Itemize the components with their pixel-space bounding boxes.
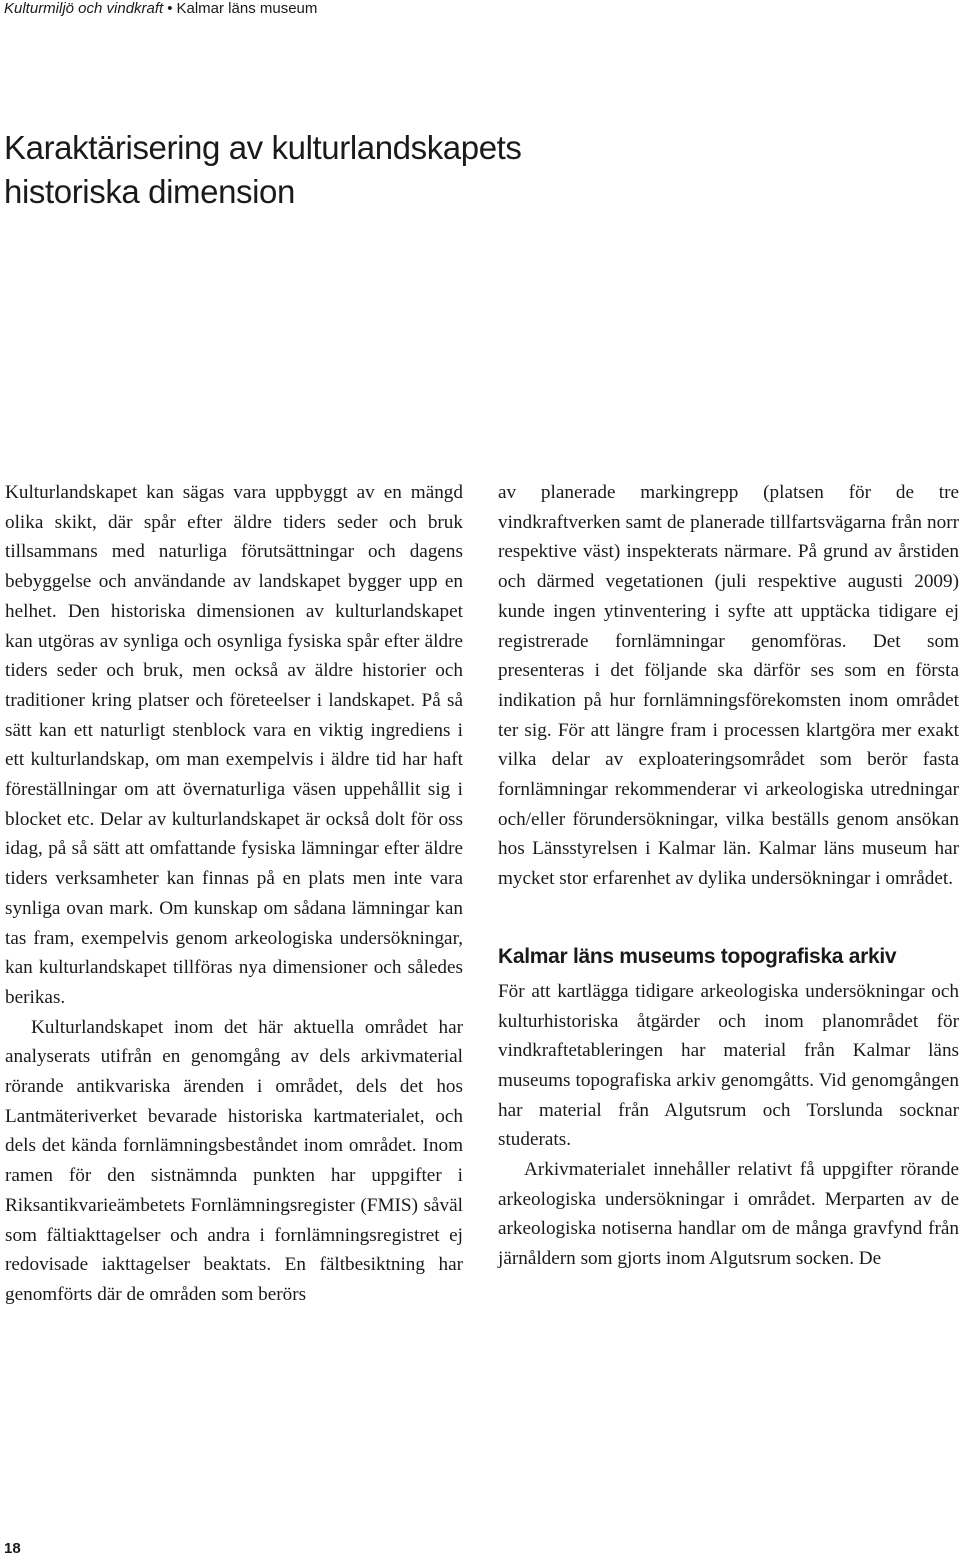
header-bullet: • [167,0,173,17]
header-section-title: Kulturmiljö och vindkraft [4,0,164,17]
running-header [4,0,317,18]
page-number: 18 [4,1540,21,1557]
left-paragraph-2: Kulturlandskapet inom det här aktuella området har analyserats utifrån en genomgång av dels arkivmaterial rörande antikvariska ärenden i området, dels det hos Lantmäteriverket bevarade historiska kartmaterialet, och dels det kända fornlämningsbeståndet inom området. Inom ramen för den sistnämnda punkten har uppgifter i Riksantikvarieämbetets Fornlämningsregister (FMIS) såväl som fältiakttagelser och andra i fornlämningsregistret ej redovisade iakttagelser beaktats. En fältbesiktning har genomförts där de områden som berörs [5,1016,463,1305]
right-column [498,478,959,1274]
left-paragraph-1: Kulturlandskapet kan sägas vara uppbyggt av en mängd olika skikt, där spår efter äldre tiders seder och bruk tillsammans med naturliga förutsättningar och dagens bebyggelse och användande av landskapet bygger upp en helhet. Den historiska dimensionen av kulturlandskapet kan utgöras av synliga och osynliga fysiska spår efter äldre tiders seder och bruk, men också av äldre historier och traditioner kring platser och företeelser i landskapet. På så sätt kan ett naturligt stenblock vara en viktig ingrediens i ett kulturlandskap, om man exempelvis i äldre tid har haft föreställningar om att övernaturliga väsen uppehållit sig i blocket etc. Delar av kulturlandskapet är också dolt för oss idag, på så sätt att omfattande fysiska lämningar efter äldre tiders verksamheter kan finnas på en plats men inte vara synliga ovan mark. Om kunskap om sådana lämningar kan tas fram, exempelvis genom arkeologiska undersökningar, kan kulturlandskapet tillföras nya dimensioner och således berikas. [5,482,463,1008]
left-column [5,478,463,1310]
page-title [4,126,522,214]
right-paragraph-1: av planerade markingrepp (platsen för de tre vindkraftverken samt de planerade tillfartsvägarna från norr respektive väst) inspekterats närmare. På grund av årstiden och därmed vegetationen (juli respektive augusti 2009) kunde ingen ytinventering i syfte att upptäcka tidigare ej registrerade fornlämningar genomföras. Det som presenteras i det följande ska därför ses som en första indikation på hur fornlämningsförekomsten inom området ter sig. För att längre fram i processen klartgöra mer exakt vilka delar av exploateringsområdet som berör fasta fornlämningar rekommenderar vi arkeologiska utredningar och/eller förundersökningar, vilka beställs genom ansökan hos Länsstyrelsen i Kalmar län. Kalmar läns museum har mycket stor erfarenhet av dylika undersökningar i området. [498,482,959,890]
page-title-line-1: Karaktärisering av kulturlandskapets [4,129,522,166]
right-paragraph-3: Arkivmaterialet innehåller relativt få uppgifter rörande arkeologiska undersökningar i området. Merparten av de arkeologiska notiserna handlar om de många gravfynd från järnåldern som gjorts inom Algutsrum socken. De [498,1159,959,1270]
header-publisher: Kalmar läns museum [176,0,318,17]
right-paragraph-2: För att kartlägga tidigare arkeologiska undersökningar och kulturhistoriska åtgärder och inom planområdet för vindkraftetableringen har material från Kalmar läns museums topografiska arkiv genomgåtts. Vid genomgången har material från Algutsrum och Torslunda socknar studerats. [498,980,959,1151]
section-heading: Kalmar läns museums topografiska arkiv [498,944,897,968]
page-title-line-2: historiska dimension [4,173,295,210]
